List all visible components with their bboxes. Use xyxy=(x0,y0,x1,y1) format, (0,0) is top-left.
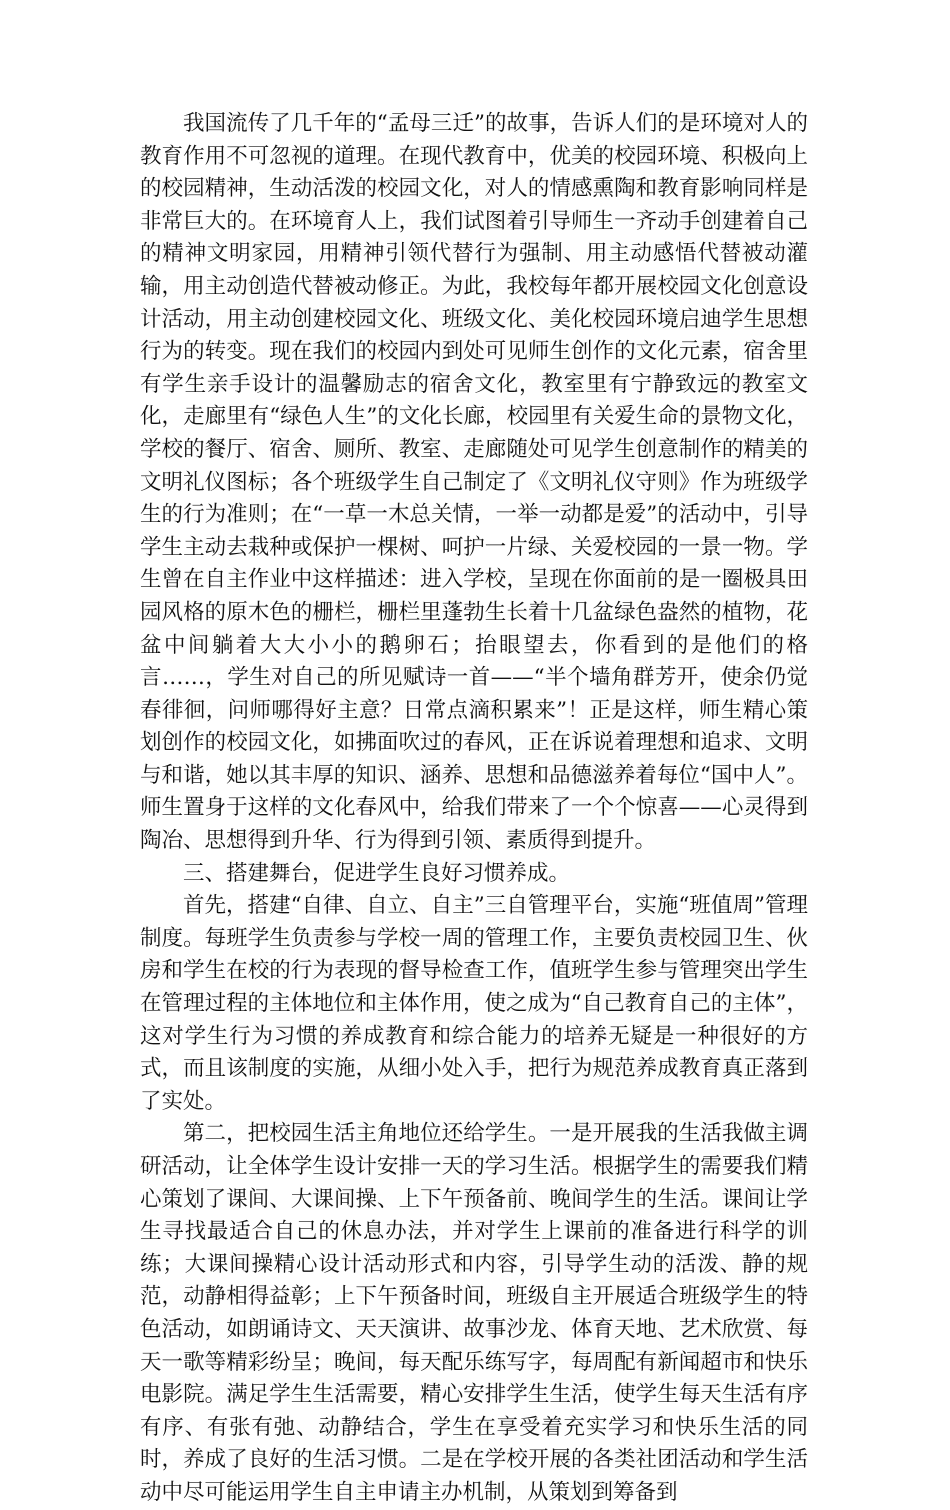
paragraph-campus-life: 第二，把校园生活主角地位还给学生。一是开展我的生活我做主调研活动，让全体学生设计安排一天的学习生活。根据学生的需要我们精心策划了课间、大课间操、上下午预备前、晚间学生的生活。课间让学生寻找最适合自己的休息办法，并对学生上课前的准备进行科学的训练；大课间操精心设计活动形式和内容，引导学生动的活泼、静的规范，动静相得益彰；上下午预备时间，班级自主开展适合班级学生的特色活动，如朗诵诗文、天天演讲、故事沙龙、体育天地、艺术欣赏、每天一歌等精彩纷呈；晚间，每天配乐练写字，每周配有新闻超市和快乐电影院。满足学生生活需要，精心安排学生生活，使学生每天生活有序有序、有张有弛、动静结合，学生在享受着充实学习和快乐生活的同时，养成了良好的生活习惯。二是在学校开展的各类社团活动和学生活动中尽可能运用学生自主申请主办机制，从策划到筹备到 xyxy=(140,1121,808,1505)
paragraph-self-management: 首先，搭建“自律、自立、自主”三自管理平台，实施“班值周”管理制度。每班学生负责参与学校一周的管理工作，主要负责校园卫生、伙房和学生在校的行为表现的督导检查工作，值班学生参与管理突出学生在管理过程的主体地位和主体作用，使之成为“自己教育自己的主体”，这对学生行为习惯的养成教育和综合能力的培养无疑是一种很好的方式，而且该制度的实施，从细小处入手，把行为规范养成教育真正落到了实处。 xyxy=(140,893,808,1114)
paragraph-campus-culture: 我国流传了几千年的“孟母三迁”的故事，告诉人们的是环境对人的教育作用不可忽视的道理。在现代教育中，优美的校园环境、积极向上的校园精神，生动活泼的校园文化，对人的情感熏陶和教育影响同样是非常巨大的。在环境育人上，我们试图着引导师生一齐动手创建着自己的精神文明家园，用精神引领代替行为强制、用主动感悟代替被动灌输，用主动创造代替被动修正。为此，我校每年都开展校园文化创意设计活动，用主动创建校园文化、班级文化、美化校园环境启迪学生思想行为的转变。现在我们的校园内到处可见师生创作的文化元素，宿舍里有学生亲手设计的温馨励志的宿舍文化，教室里有宁静致远的教室文化，走廊里有“绿色人生”的文化长廊，校园里有关爱生命的景物文化，学校的餐厅、宿舍、厕所、教室、走廊随处可见学生创意制作的精美的文明礼仪图标；各个班级学生自己制定了《文明礼仪守则》作为班级学生的行为准则；在“一草一木总关情，一举一动都是爱”的活动中，引导学生主动去栽种或保护一棵树、呵护一片绿、关爱校园的一景一物。学生曾在自主作业中这样描述：进入学校，呈现在你面前的是一圈极具田园风格的原木色的栅栏，栅栏里蓬勃生长着十几盆绿色盎然的植物，花盆中间躺着大大小小的鹅卵石；抬眼望去，你看到的是他们的格言……，学生对自己的所见赋诗一首——“半个墙角群芳开，使余仍觉春徘徊，问师哪得好主意？日常点滴积累来”！正是这样，师生精心策划创作的校园文化，如拂面吹过的春风，正在诉说着理想和追求、文明与和谐，她以其丰厚的知识、涵养、思想和品德滋养着每位“国中人”。师生置身于这样的文化春风中，给我们带来了一个个惊喜——心灵得到陶冶、思想得到升华、行为得到引领、素质得到提升。 xyxy=(140,111,808,854)
document-body xyxy=(140,108,808,1510)
section-heading-three: 三、搭建舞台，促进学生良好习惯养成。 xyxy=(183,860,571,886)
